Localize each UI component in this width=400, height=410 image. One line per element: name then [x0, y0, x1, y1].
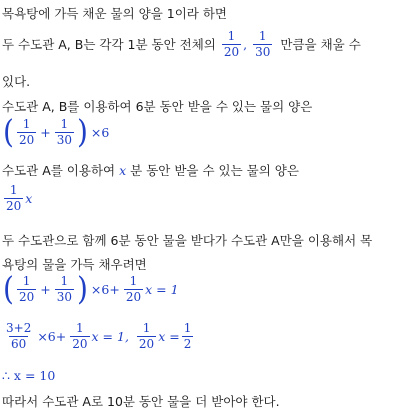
rates-text-end: 있다. [2, 74, 31, 89]
fraction-numerator: 1 [9, 183, 18, 197]
combined-line-continued [2, 255, 147, 273]
fraction-denominator: 60 [11, 336, 27, 351]
fraction-numerator: 1 [142, 321, 151, 335]
x-minute-expression [2, 184, 32, 212]
equation-lhs-x: x = [158, 328, 180, 344]
fraction-numerator: 1 [258, 29, 267, 43]
rates-line-continued [2, 72, 30, 90]
fraction-1-20 [17, 118, 36, 146]
combined-text: 두 수도관으로 함께 6분 동안 물을 받다가 수도관 A만을 이용해서 목 [2, 233, 373, 248]
intro-text: 목욕탕에 가득 채운 물의 양을 1이라 하면 [2, 6, 227, 21]
fraction-5-60 [4, 322, 33, 350]
fraction-1-30 [55, 118, 74, 146]
fraction-numerator: 1 [60, 117, 69, 131]
equation-line [2, 269, 179, 308]
x-minute-text-pre: 수도관 A를 이용하여 [2, 163, 116, 178]
x-minute-line [2, 161, 299, 179]
fraction-1-2 [182, 322, 194, 350]
fraction-numerator: 1 [183, 321, 192, 335]
fraction-denominator: 20 [223, 44, 240, 59]
result-line [2, 368, 55, 383]
fraction-denominator: 20 [6, 198, 22, 213]
fraction-1-20 [124, 275, 143, 303]
result-text: ∴ x = 10 [2, 368, 56, 383]
right-paren: ) [76, 112, 88, 151]
six-minute-expression [2, 112, 111, 151]
plus-sign: + [40, 124, 51, 140]
fraction-1-20 [222, 30, 241, 58]
fraction-numerator: 1 [76, 321, 84, 335]
rates-text-pre: 두 수도관 A, B는 각각 1분 동안 전체의 [2, 37, 216, 53]
left-paren: ( [3, 112, 14, 151]
conclusion-line [2, 392, 280, 410]
times-six-plus: ×6+ [37, 328, 67, 344]
variable-x: x [25, 190, 33, 206]
fraction-denominator: 30 [56, 132, 72, 147]
right-paren: ) [76, 269, 88, 308]
fraction-1-20 [137, 322, 156, 350]
six-minute-line [2, 97, 312, 115]
simplified-line [2, 322, 195, 350]
fraction-denominator: 2 [183, 336, 192, 351]
fraction-denominator: 20 [18, 289, 35, 304]
six-minute-text: 수도관 A, B를 이용하여 6분 동안 받을 수 있는 물의 양은 [2, 99, 313, 114]
fraction-1-30 [55, 275, 74, 303]
fraction-denominator: 20 [72, 336, 88, 351]
fraction-numerator: 1 [22, 274, 31, 288]
fraction-denominator: 20 [138, 336, 155, 351]
left-paren: ( [3, 269, 14, 308]
equation-rhs: x = 1, [91, 328, 129, 344]
fraction-1-20 [4, 184, 23, 212]
fraction-numerator: 3+2 [6, 321, 32, 335]
fraction-numerator: 1 [22, 117, 31, 131]
times-six-plus: ×6+ [90, 281, 120, 297]
equation-rhs: x = 1 [145, 281, 179, 297]
fraction-denominator: 20 [125, 289, 142, 304]
combined-line [2, 231, 372, 249]
fraction-1-20 [70, 322, 89, 350]
fraction-1-20 [17, 275, 36, 303]
rates-text-post: 만큼을 채울 수 [280, 37, 361, 53]
comma: , [243, 36, 248, 52]
fraction-numerator: 1 [227, 29, 236, 43]
fraction-denominator: 30 [56, 289, 72, 304]
rates-line [2, 30, 361, 58]
combined-text-end: 욕탕의 물을 가득 채우려면 [2, 257, 147, 272]
variable-x: x [119, 162, 127, 178]
conclusion-text: 따라서 수도관 A로 10분 동안 물을 더 받아야 한다. [2, 394, 280, 409]
x-minute-text-post: 분 동안 받을 수 있는 물의 양은 [130, 163, 299, 178]
fraction-denominator: 30 [255, 44, 271, 59]
fraction-numerator: 1 [60, 274, 69, 288]
intro-line [2, 4, 227, 22]
times-six: ×6 [90, 124, 110, 140]
fraction-denominator: 20 [18, 132, 35, 147]
fraction-1-30 [253, 30, 272, 58]
plus-sign: + [40, 281, 51, 297]
fraction-numerator: 1 [129, 274, 138, 288]
